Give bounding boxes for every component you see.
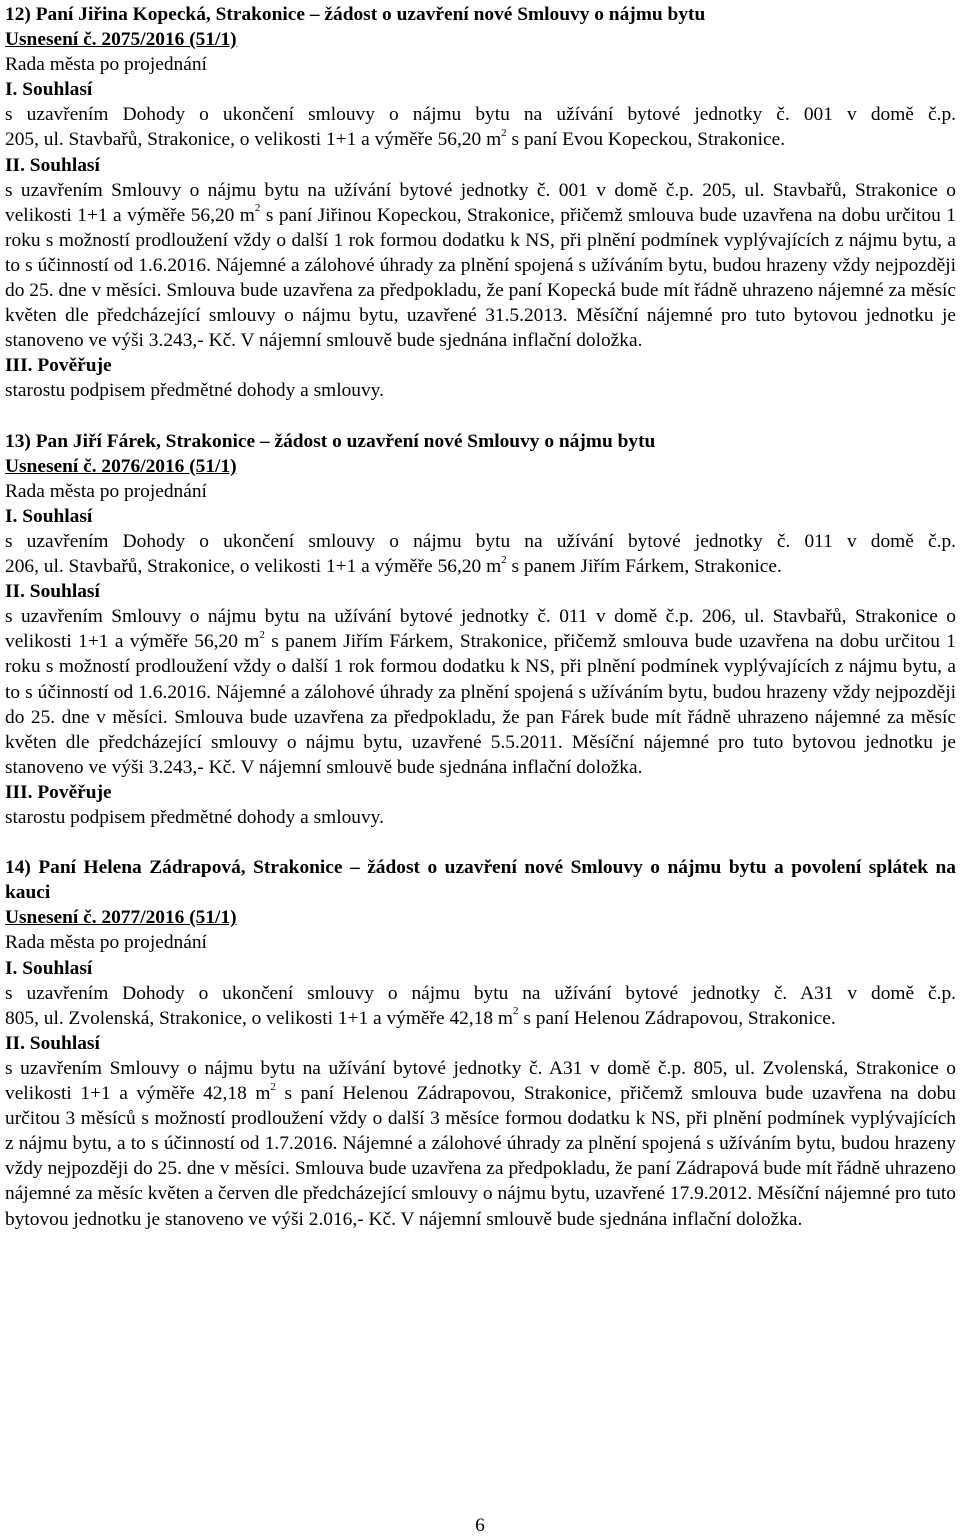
- resolution-number: Usnesení č. 2075/2016 (51/1): [5, 29, 237, 51]
- resolution-number: Usnesení č. 2076/2016 (51/1): [5, 455, 237, 477]
- council-line: Rada města po projednání: [5, 480, 207, 502]
- item-heading: 13) Pan Jiří Fárek, Strakonice – žádost o uzavření nové Smlouvy o nájmu bytu: [5, 430, 656, 452]
- council-line: Rada města po projednání: [5, 932, 207, 954]
- clause-title: III. Pověřuje: [5, 781, 112, 803]
- resolution-number: Usnesení č. 2077/2016 (51/1): [5, 907, 237, 929]
- clause-title: II. Souhlasí: [5, 581, 100, 603]
- clause-text-line: s uzavřením Dohody o ukončení smlouvy o nájmu bytu na užívání bytové jednotky č. 011 v domě č.p.: [5, 530, 956, 552]
- clause-title: III. Pověřuje: [5, 355, 112, 377]
- clause-text: s uzavřením Smlouvy o nájmu bytu na užívání bytové jednotky č. 001 v domě č.p. 205, ul. Stavbařů, Strakonice o velikosti 1+1 a výměře 56,20 $m^2$ s paní Jiřinou Kopeckou, Strakonice, přičemž smlouva bude uzavřena na dobu určitou 1 roku s možností prodloužení vždy o další 1 rok formou dodatku k NS, při plnění podmínek vyplývajících z nájmu bytu, a to s účinností od 1.6.2016. Nájemné a zálohové úhrady za plnění spojená s užíváním bytu, budou hrazeny vždy nejpozději do 25. dne v měsíci. Smlouva bude uzavřena za předpokladu, že paní Kopecká bude mít řádně uhrazeno nájemné za měsíc květen dle předcházející smlouvy o nájmu bytu, uzavřené 31.5.2013. Měsíční nájemné pro tuto bytovou jednotku je stanoveno ve výši 3.243,- Kč. V nájemní smlouvě bude sjednána inflační doložka.: [5, 179, 956, 352]
- clause-title: I. Souhlasí: [5, 957, 93, 979]
- council-line: Rada města po projednání: [5, 54, 207, 76]
- item-heading: 14) Paní Helena Zádrapová, Strakonice – žádost o uzavření nové Smlouvy o nájmu bytu a povolení splátek na kauci: [5, 857, 956, 904]
- document-page: [5, 2, 956, 1232]
- item-heading: 12) Paní Jiřina Kopecká, Strakonice – žádost o uzavření nové Smlouvy o nájmu bytu: [5, 4, 706, 25]
- page-number: 6: [475, 1515, 485, 1536]
- clause-text-line: s uzavřením Dohody o ukončení smlouvy o nájmu bytu na užívání bytové jednotky č. A31 v domě č.p.: [5, 982, 956, 1004]
- clause-text-line: 205, ul. Stavbařů, Strakonice, o velikosti 1+1 a výměře 56,20 $m^2$ s paní Evou Kopeckou, Strakonice.: [5, 127, 786, 151]
- agenda-item-13: [5, 429, 956, 831]
- clause-text-line: 805, ul. Zvolenská, Strakonice, o velikosti 1+1 a výměře 42,18 $m^2$ s paní Helenou Zádrapovou, Strakonice.: [5, 1005, 836, 1029]
- clause-title: I. Souhlasí: [5, 505, 93, 527]
- clause-text: s uzavřením Smlouvy o nájmu bytu na užívání bytové jednotky č. 011 v domě č.p. 206, ul. Stavbařů, Strakonice o velikosti 1+1 a výměře 56,20 $m^2$ s panem Jiřím Fárkem, Strakonice, přičemž smlouva bude uzavřena na dobu určitou 1 roku s možností prodloužení vždy o další 1 rok formou dodatku k NS, při plnění podmínek vyplývajících z nájmu bytu, a to s účinností od 1.6.2016. Nájemné a zálohové úhrady za plnění spojená s užíváním bytu, budou hrazeny vždy nejpozději do 25. dne v měsíci. Smlouva bude uzavřena za předpokladu, že pan Fárek bude mít řádně uhrazeno nájemné za měsíc květen dle předcházející smlouvy o nájmu bytu, uzavřené 5.5.2011. Měsíční nájemné pro tuto bytovou jednotku je stanoveno ve výši 3.243,- Kč. V nájemní smlouvě bude sjednána inflační doložka.: [5, 606, 956, 778]
- clause-title: II. Souhlasí: [5, 154, 100, 176]
- clause-text-line: s uzavřením Dohody o ukončení smlouvy o nájmu bytu na užívání bytové jednotky č. 001 v domě č.p.: [5, 104, 956, 126]
- clause-title: I. Souhlasí: [5, 79, 93, 101]
- agenda-item-14: [5, 855, 956, 1231]
- clause-text: s uzavřením Smlouvy o nájmu bytu na užívání bytové jednotky č. A31 v domě č.p. 805, ul. Zvolenská, Strakonice o velikosti 1+1 a výměře 42,18 $m^2$ s paní Helenou Zádrapovou, Strakonice, přičemž smlouva bude uzavřena na dobu určitou 3 měsíců s možností prodloužení vždy o další 3 měsíce formou dodatku k NS, při plnění podmínek vyplývajících z nájmu bytu, a to s účinností od 1.7.2016. Nájemné a zálohové úhrady za plnění spojená s užíváním bytu, budou hrazeny vždy nejpozději do 25. dne v měsíci. Smlouva bude uzavřena za předpokladu, že paní Zádrapová bude mít řádně uhrazeno nájemné za měsíc květen a červen dle předcházející smlouvy o nájmu bytu, uzavřené 17.9.2012. Měsíční nájemné pro tuto bytovou jednotku je stanoveno ve výši 2.016,- Kč. V nájemní smlouvě bude sjednána inflační doložka.: [5, 1057, 956, 1230]
- clause-text: starostu podpisem předmětné dohody a smlouvy.: [5, 380, 384, 402]
- agenda-item-12: [5, 2, 956, 404]
- clause-text: starostu podpisem předmětné dohody a smlouvy.: [5, 807, 384, 828]
- clause-title: II. Souhlasí: [5, 1032, 100, 1054]
- clause-text-line: 206, ul. Stavbařů, Strakonice, o velikosti 1+1 a výměře 56,20 $m^2$ s panem Jiřím Fárkem, Strakonice.: [5, 553, 782, 578]
